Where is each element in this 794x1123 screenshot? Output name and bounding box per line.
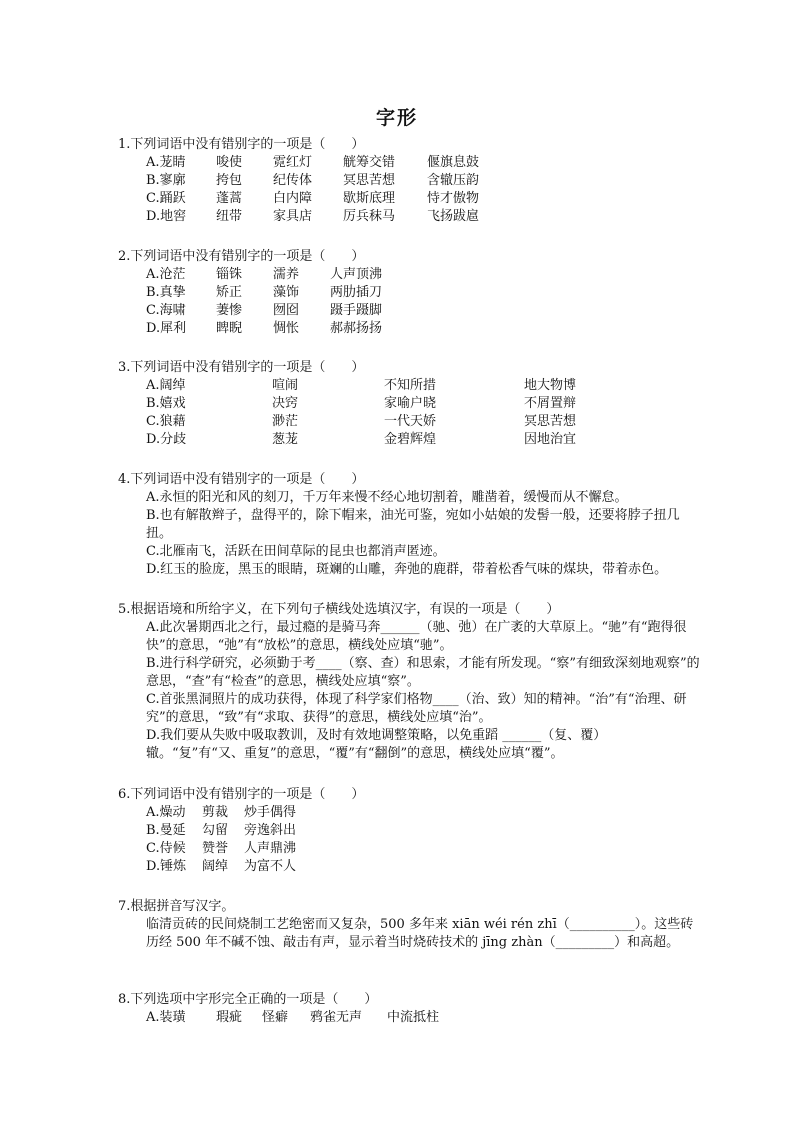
option-word: 人声顶沸: [330, 267, 383, 282]
option-word: 怪癖: [262, 1010, 289, 1025]
question-2: [118, 248, 382, 338]
option-b: [118, 822, 364, 840]
option-word: 旁逸斜出: [244, 823, 297, 838]
option-word: 厉兵秣马: [343, 209, 396, 224]
option-a: [118, 266, 382, 284]
option-c: C.首张黑洞照片的成功获得，体现了科学家们格物____（治、致）知的精神。“治”有“治理、研究”的意思，“致”有“求取、获得”的意思，横线处应填“治”。: [146, 692, 687, 725]
question-stem: 8.下列选项中字形完全正确的一项是（ ）: [118, 992, 378, 1007]
option-d: [118, 320, 382, 338]
option-d: [118, 858, 364, 876]
option-word: 恃才傲物: [427, 191, 480, 206]
option-c: [118, 190, 479, 208]
option-word: 霓红灯: [273, 155, 313, 170]
option-word: 惆怅: [273, 321, 300, 336]
option-word: A.阔绰: [146, 378, 186, 393]
option-word: 郝郝扬扬: [330, 321, 383, 336]
option-word: D.分歧: [146, 432, 187, 447]
option-word: 濡养: [273, 267, 300, 282]
option-word: 人声鼎沸: [244, 841, 297, 856]
option-b: B.也有解散辫子，盘得平的，除下帽来，油光可鉴，宛如小姑娘的发髻一般，还要将脖子扭几扭。: [146, 508, 680, 541]
option-b: [118, 395, 576, 413]
option-word: 纪传体: [273, 173, 313, 188]
option-word: 家具店: [273, 209, 313, 224]
option-word: 金碧辉煌: [384, 432, 437, 447]
option-word: A.装璜: [146, 1010, 186, 1025]
option-word: 不知所措: [384, 378, 437, 393]
option-word: 觥筹交错: [343, 155, 396, 170]
option-d: D.红玉的脸庞，黑玉的眼睛，斑斓的山雕，奔弛的鹿群，带着松香气味的煤块，带着赤色。: [146, 562, 668, 577]
option-word: 家喻户晓: [384, 396, 437, 411]
option-b: [118, 172, 479, 190]
option-word: 白内障: [273, 191, 313, 206]
option-b: B.进行科学研究，必须勤于考____（察、查）和思索，才能有所发现。“察”有细致深刻地观察”的意思，“查”有“检查”的意思，横线处应填“察”。: [146, 656, 700, 689]
option-word: 鸦雀无声: [310, 1010, 363, 1025]
option-c: C.北雁南飞，活跃在田间草际的昆虫也都消声匿迹。: [146, 544, 446, 559]
option-a: [118, 1009, 439, 1027]
option-word: B.真挚: [146, 285, 186, 300]
option-word: A.燥动: [146, 805, 186, 820]
question-8: [118, 991, 439, 1027]
option-word: 歇斯底理: [343, 191, 396, 206]
option-b: [118, 284, 382, 302]
question-1: [118, 136, 479, 226]
option-word: 渺茫: [272, 414, 299, 429]
option-word: D.锤炼: [146, 859, 187, 874]
option-c: [118, 840, 364, 858]
option-word: A.茏睛: [146, 155, 186, 170]
option-word: 飞扬跋扈: [427, 209, 480, 224]
option-a: A.永恒的阳光和风的刻刀，千万年来慢不经心地切割着，雕凿着，缓慢而从不懈怠。: [146, 490, 628, 505]
option-word: C.侍候: [146, 841, 186, 856]
question-stem: 1.下列词语中没有错别字的一项是（ ）: [118, 137, 365, 152]
option-word: 藻饰: [273, 285, 300, 300]
question-3: [118, 359, 576, 449]
option-word: 纽带: [216, 209, 243, 224]
question-passage: 临清贡砖的民间烧制工艺绝密而又复杂，500 多年来 xiān wéi rén zhī（__________）。这些砖历经 500 年不碱不蚀、敲击有声，显示着当时烧砖技术的 jīng zhàn（_________）和高超。: [146, 917, 694, 950]
option-word: 地大物博: [524, 378, 577, 393]
option-word: 囫囵: [273, 303, 300, 318]
option-word: 一代天娇: [384, 414, 437, 429]
option-word: B.寥廓: [146, 173, 186, 188]
option-word: C.踊跃: [146, 191, 186, 206]
option-word: 含辙压韵: [427, 173, 480, 188]
question-stem: 7.根据拼音写汉字。: [118, 899, 235, 914]
option-word: 因地治宜: [524, 432, 577, 447]
option-word: 中流抵柱: [387, 1010, 440, 1025]
option-word: C.海啸: [146, 303, 186, 318]
option-word: B.曼延: [146, 823, 186, 838]
option-word: 冥思苦想: [343, 173, 396, 188]
option-word: D.地窖: [146, 209, 187, 224]
page-title: 字形: [375, 107, 418, 129]
option-a: [118, 377, 576, 395]
option-word: 偃旗息鼓: [427, 155, 480, 170]
option-word: 萋惨: [216, 303, 243, 318]
question-stem: 2.下列词语中没有错别字的一项是（ ）: [118, 249, 365, 264]
option-a: A.此次暑期西北之行，最过瘾的是骑马奔______（驰、弛）在广袤的大草原上。“驰”有“跑得很快”的意思，“弛”有“放松”的意思，横线处应填“驰”。: [146, 620, 687, 653]
option-a: [118, 154, 479, 172]
option-word: 冥思苦想: [524, 414, 577, 429]
option-word: A.沧茫: [146, 267, 186, 282]
option-word: 锱铢: [216, 267, 243, 282]
question-stem: 6.下列词语中没有错别字的一项是（ ）: [118, 787, 365, 802]
option-word: 睥睨: [216, 321, 243, 336]
option-word: 蹑手蹑脚: [330, 303, 383, 318]
question-6: [118, 786, 364, 876]
option-word: 阔绰: [202, 859, 229, 874]
question-7: [118, 898, 700, 952]
option-word: 葱茏: [272, 432, 299, 447]
question-stem: 3.下列词语中没有错别字的一项是（ ）: [118, 360, 365, 375]
option-word: 唆使: [216, 155, 243, 170]
option-word: 不屑置辩: [524, 396, 577, 411]
question-5: [118, 601, 700, 763]
option-word: 两肋插刀: [330, 285, 383, 300]
option-d: [118, 431, 576, 449]
option-d: [118, 208, 479, 226]
option-a: [118, 804, 364, 822]
option-word: 挎包: [216, 173, 243, 188]
option-word: 矫正: [216, 285, 243, 300]
option-word: C.狼藉: [146, 414, 186, 429]
option-c: [118, 302, 382, 320]
option-word: 决窍: [272, 396, 299, 411]
option-word: 喧闹: [272, 378, 299, 393]
question-4: [118, 471, 700, 579]
option-word: 赞誉: [202, 841, 229, 856]
option-word: B.嬉戏: [146, 396, 186, 411]
option-word: 瑕疵: [216, 1010, 243, 1025]
question-stem: 4.下列词语中没有错别字的一项是（ ）: [118, 472, 365, 487]
option-c: [118, 413, 576, 431]
option-d: D.我们要从失败中吸取教训，及时有效地调整策略，以免重蹈 ______（复、覆）辙。“复”有“又、重复”的意思，“覆”有“翻倒”的意思，横线处应填“覆”。: [146, 728, 607, 761]
option-word: 蓬蒿: [216, 191, 243, 206]
option-word: 炒手偶得: [244, 805, 297, 820]
question-stem: 5.根据语境和所给字义，在下列句子横线处选填汉字，有误的一项是（ ）: [118, 602, 560, 617]
option-word: 剪裁: [202, 805, 229, 820]
option-word: 为富不人: [244, 859, 297, 874]
option-word: 勾留: [202, 823, 229, 838]
option-word: D.犀利: [146, 321, 187, 336]
